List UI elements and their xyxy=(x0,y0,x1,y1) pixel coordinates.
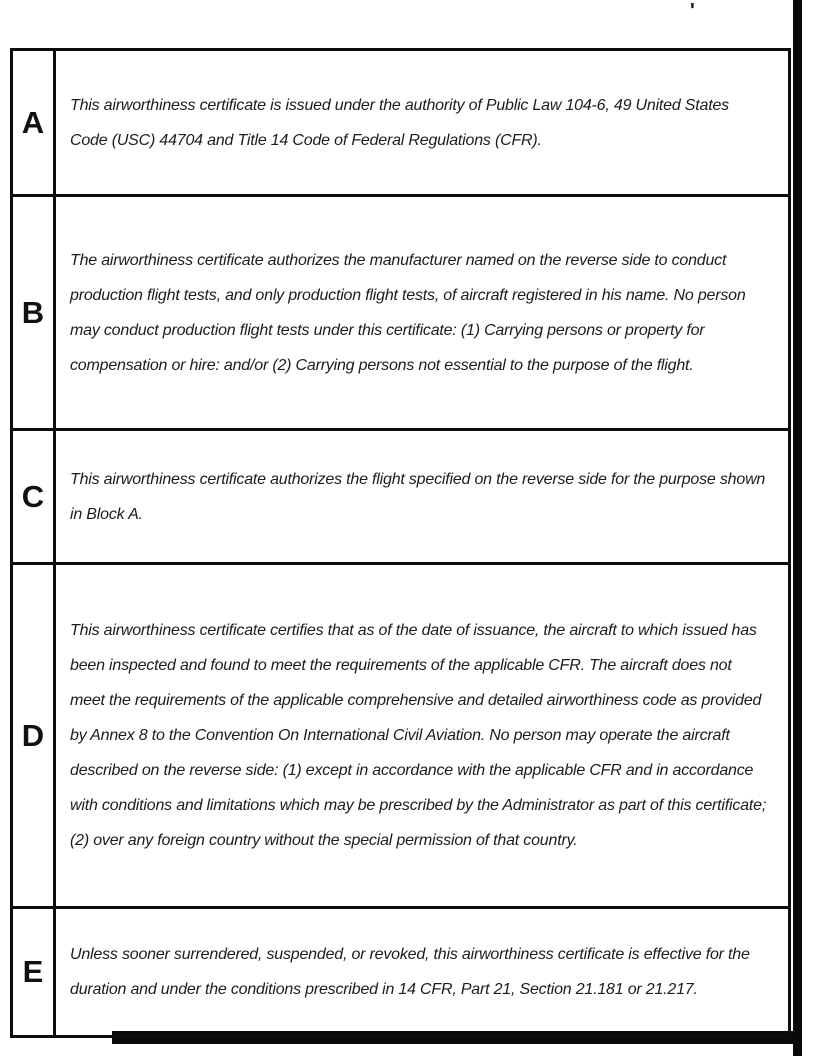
row-label-e: E xyxy=(12,908,55,1037)
table-row xyxy=(12,50,790,196)
scan-artifact-mark: ' xyxy=(690,0,695,22)
row-label-c: C xyxy=(12,430,55,564)
airworthiness-terms-table xyxy=(10,48,791,1038)
row-text-e: Unless sooner surrendered, suspended, or revoked, this airworthiness certificate is effective for the duration and under the conditions prescribed in 14 CFR, Part 21, Section 21.181 or 21.217. xyxy=(55,908,790,1037)
row-text-a: This airworthiness certificate is issued under the authority of Public Law 104-6, 49 United States Code (USC) 44704 and Title 14 Code of Federal Regulations (CFR). xyxy=(55,50,790,196)
row-text-b: The airworthiness certificate authorizes the manufacturer named on the reverse side to conduct production flight tests, and only production flight tests, of aircraft registered in his name. No person may conduct production flight tests under this certificate: (1) Carrying persons or property for compensation or hire: and/or (2) Carrying persons not essential to the purpose of the flight. xyxy=(55,196,790,430)
row-label-b: B xyxy=(12,196,55,430)
row-label-a: A xyxy=(12,50,55,196)
table-row xyxy=(12,908,790,1037)
row-label-d: D xyxy=(12,564,55,908)
table-row xyxy=(12,430,790,564)
table-row xyxy=(12,196,790,430)
row-text-d: This airworthiness certificate certifies that as of the date of issuance, the aircraft to which issued has been inspected and found to meet the requirements of the applicable CFR. The aircraft does not meet the requirements of the applicable comprehensive and detailed airworthiness code as provided by Annex 8 to the Convention On International Civil Aviation. No person may operate the aircraft described on the reverse side: (1) except in accordance with the applicable CFR and in accordance with conditions and limitations which may be prescribed by the Administrator as part of this certificate; (2) over any foreign country without the special permission of that country. xyxy=(55,564,790,908)
row-text-c: This airworthiness certificate authorizes the flight specified on the reverse side for the purpose shown in Block A. xyxy=(55,430,790,564)
table-row xyxy=(12,564,790,908)
scan-edge-right-bar xyxy=(793,0,802,1056)
